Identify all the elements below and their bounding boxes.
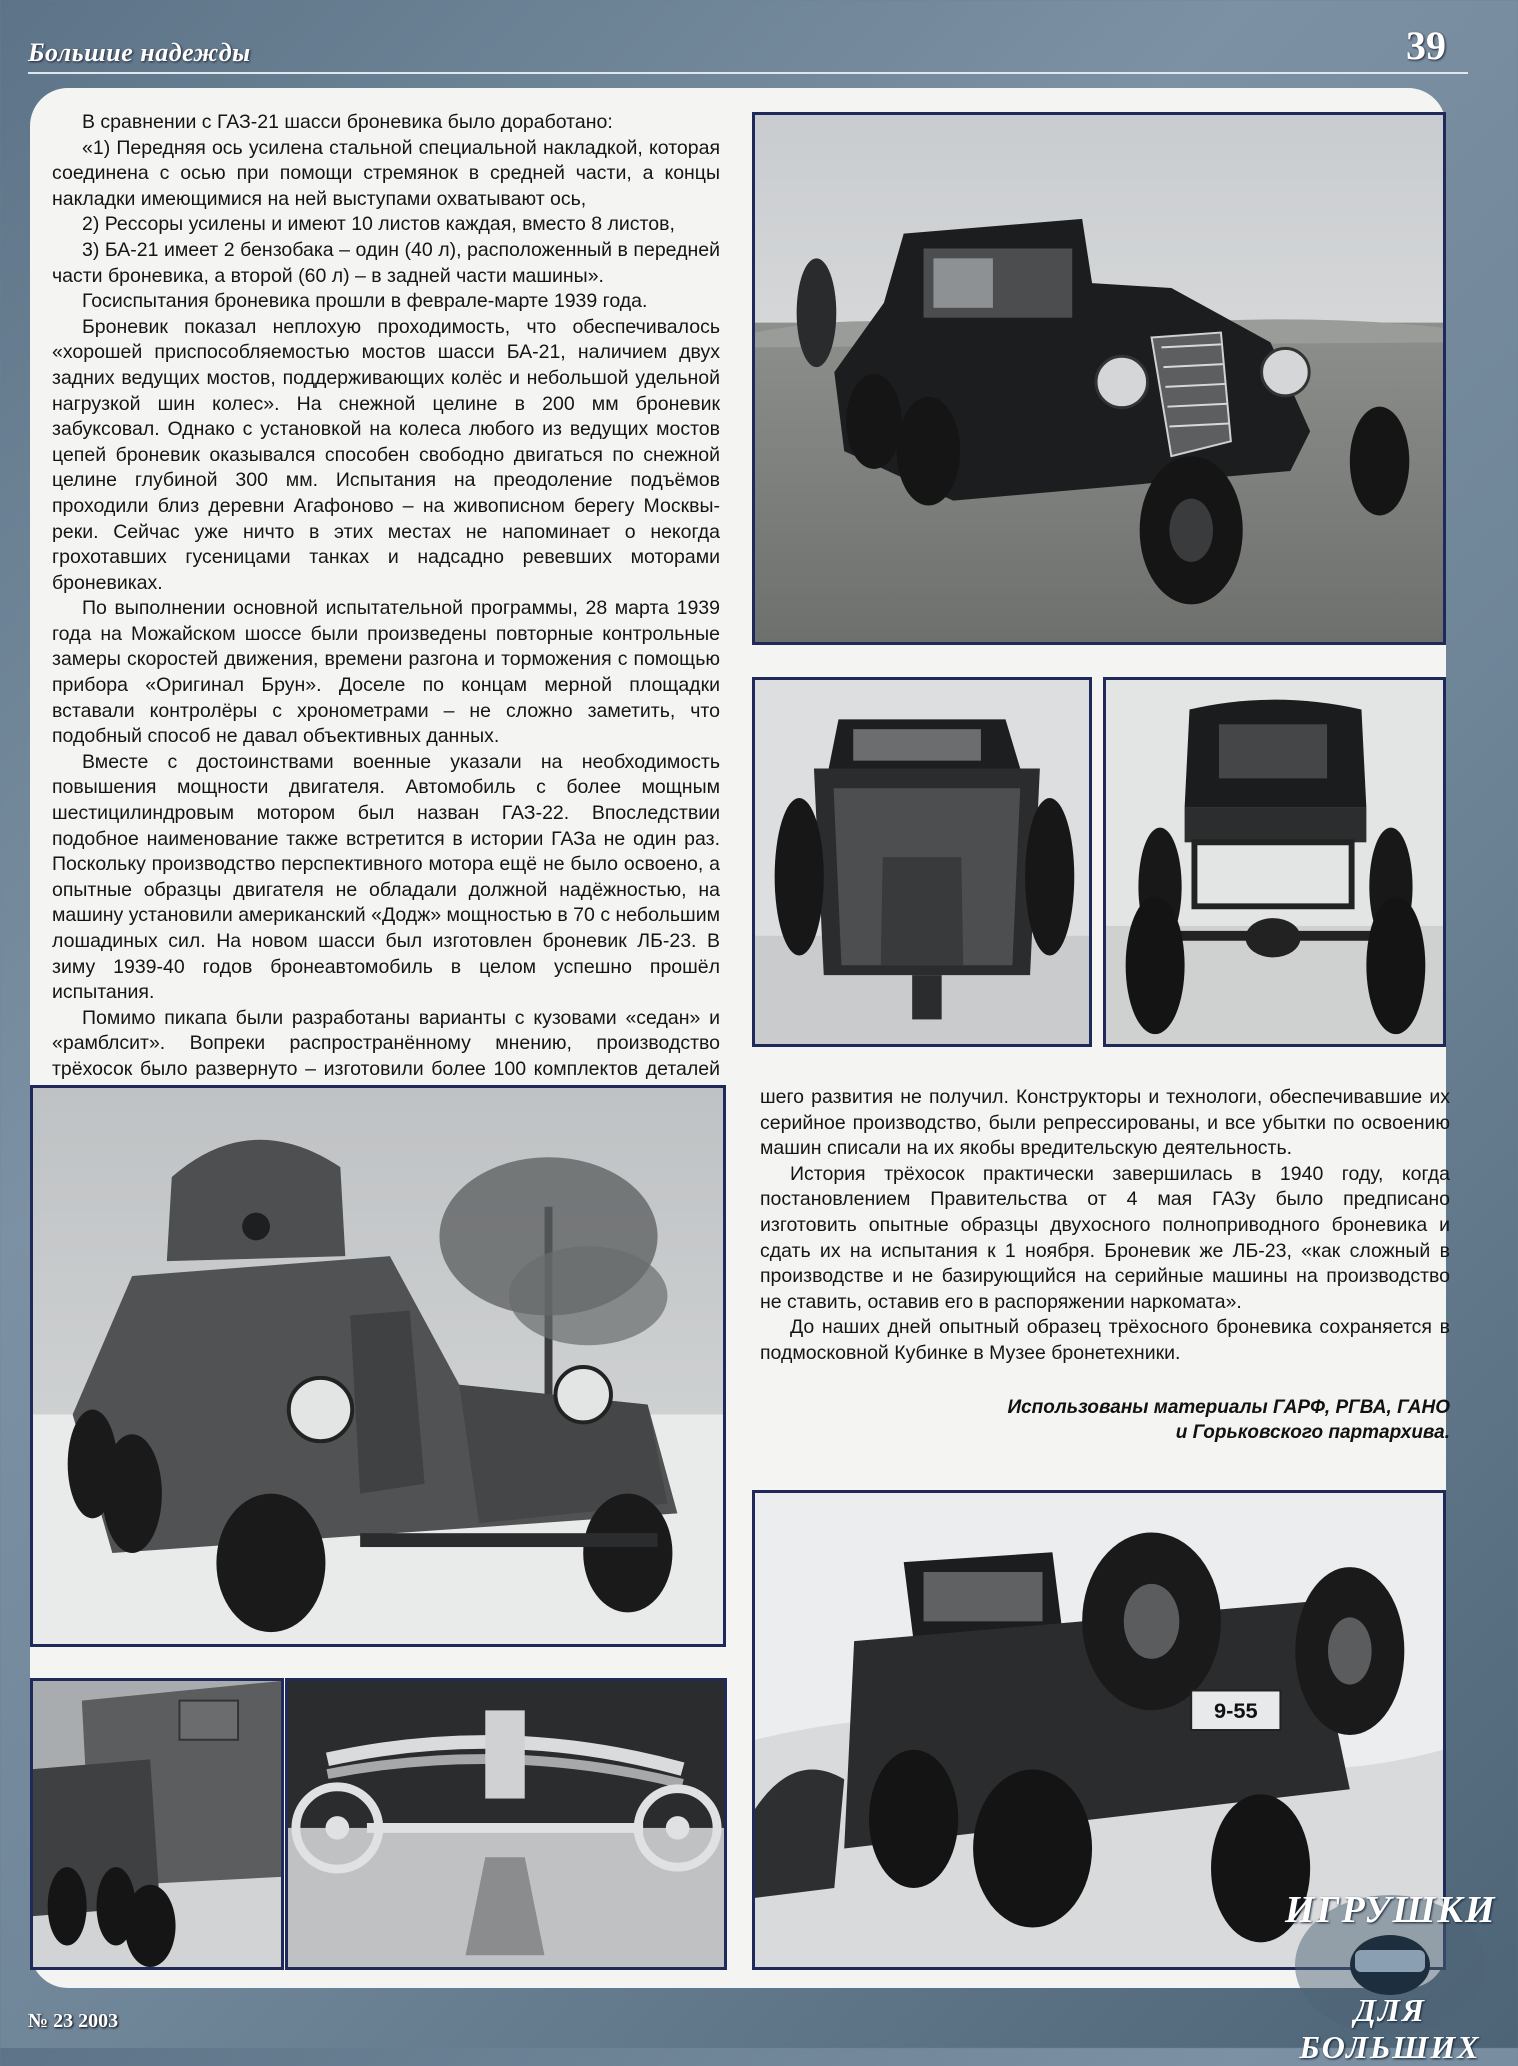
paragraph: По выполнении основной испытательной программы, 28 марта 1939 года на Можайском шоссе были произведены повторные контрольные замеры скоростей движения, времени разгона и торможения с помощью прибора «Оригинал Брун». Доселе по концам мерной площадки вставали контролёры с хронометрами – не сложно заметить, что подобный способ не давал объективных данных. xyxy=(52,597,720,748)
photo-pickup-truck xyxy=(752,112,1446,645)
paragraph: 2) Рессоры усилены и имеют 10 листов каждая, вместо 8 листов, xyxy=(82,213,675,236)
paragraph: Броневик показал неплохую проходимость, что обеспечивалось «хорошей приспособляемостью мостов шасси БА-21, наличием двух задних ведущих мостов, поддерживающих колёс и небольшой удельной нагрузкой шин колес». На снежной целине в 200 мм броневик забуксовал. Однако с установкой на колеса любого из ведущих мостов цепей броневик оказывался способен свободно двигаться по снежной целине глубиной 300 мм. Испытания на преодоление подъёмов проходили близ деревни Агафоново – на живописном берегу Москвы-реки. Сейчас уже ничто в этих местах не напоминает о некогда грохотавших гусеницами танках и надсадно ревевших моторами броневиках. xyxy=(52,315,720,594)
paragraph: 3) БА-21 имеет 2 бензобака – один (40 л), расположенный в передней части броневика, а второй (60 л) – в задней части машины». xyxy=(52,238,720,287)
paragraph: История трёхосок практически завершилась в 1940 году, когда постановлением Правительства от 4 мая ГАЗу было предписано изготовить опытные образцы двухосного полноприводного броневика и сдать их на испытания к 1 ноября. Броневик же ЛБ-23, «как сложный в производстве и не базирующийся на серийные машины на производство не ставить, оставив его в распоряжении наркомата». xyxy=(760,1162,1450,1313)
photo-armored-car xyxy=(30,1085,726,1647)
paragraph: Вместе с достоинствами военные указали на необходимость повышения мощности двигателя. Автомобиль с более мощным шестицилиндровым мотором был назван ГАЗ-22. Впоследствии подобное наименование также встретится в истории ГАЗа не один раз. Поскольку производство перспективного мотора ещё не было освоено, а опытные образцы двигателя не обладали должной надёжностью, на машину установили американский «Додж» мощностью в 70 с небольшим лошадиных сил. На новом шасси был изготовлен броневик ЛБ-23. В зиму 1939-40 годов бронеавтомобиль в целом успешно прошёл испытания. xyxy=(52,750,720,1004)
issue-number: № 23 2003 xyxy=(28,2010,119,2032)
sources-credits xyxy=(850,1395,1450,1445)
paragraph: До наших дней опытный образец трёхосного броневика сохраняется в подмосковной Кубинке в Музее бронетехники. xyxy=(760,1316,1450,1364)
paragraph: Помимо пикапа были разработаны варианты с кузовами «седан» и «рамблсит». Вопреки распространённому мнению, производство трёхосок было развернуто – изготовили более 100 комплектов деталей xyxy=(52,1006,720,1080)
photo-axle-assembly xyxy=(285,1678,727,1970)
photo-armored-car-side xyxy=(30,1678,284,1970)
logo-text-bottom: ДЛЯ БОЛЬШИХ xyxy=(1299,1992,1481,2065)
paragraph: В сравнении с ГАЗ-21 шасси броневика было доработано: xyxy=(82,111,613,133)
section-title: Большие надежды xyxy=(28,38,251,67)
magazine-logo xyxy=(1285,1880,1497,2065)
photo-pickup-rear xyxy=(752,677,1092,1047)
logo-text-top: ИГРУШКИ xyxy=(1285,1889,1497,1931)
page-number: 39 xyxy=(1406,23,1446,68)
header-rule xyxy=(28,72,1468,74)
article-right-column xyxy=(760,1085,1450,1367)
license-plate-text: 9-55 xyxy=(1213,1698,1258,1724)
paragraph: «1) Передняя ось усилена стальной специальной накладкой, которая соединена с осью при помощи стремянок в средней части, а концы накладки имеющимися на ней выступами охватывают ось, xyxy=(52,136,720,210)
photo-chassis-rear xyxy=(1103,677,1446,1047)
article-left-column xyxy=(52,110,720,1134)
paragraph: Госиспытания броневика прошли в феврале-марте 1939 года. xyxy=(82,290,648,313)
paragraph: шего развития не получил. Конструкторы и технологи, обеспечивавшие их серийное производство, были репрессированы, и все убытки по освоению машин списали на их якобы вредительскую деятельность. xyxy=(760,1086,1450,1160)
credits-line: и Горьковского партархива. xyxy=(1175,1422,1450,1443)
credits-line: Использованы материалы ГАРФ, РГВА, ГАНО xyxy=(1007,1397,1450,1418)
